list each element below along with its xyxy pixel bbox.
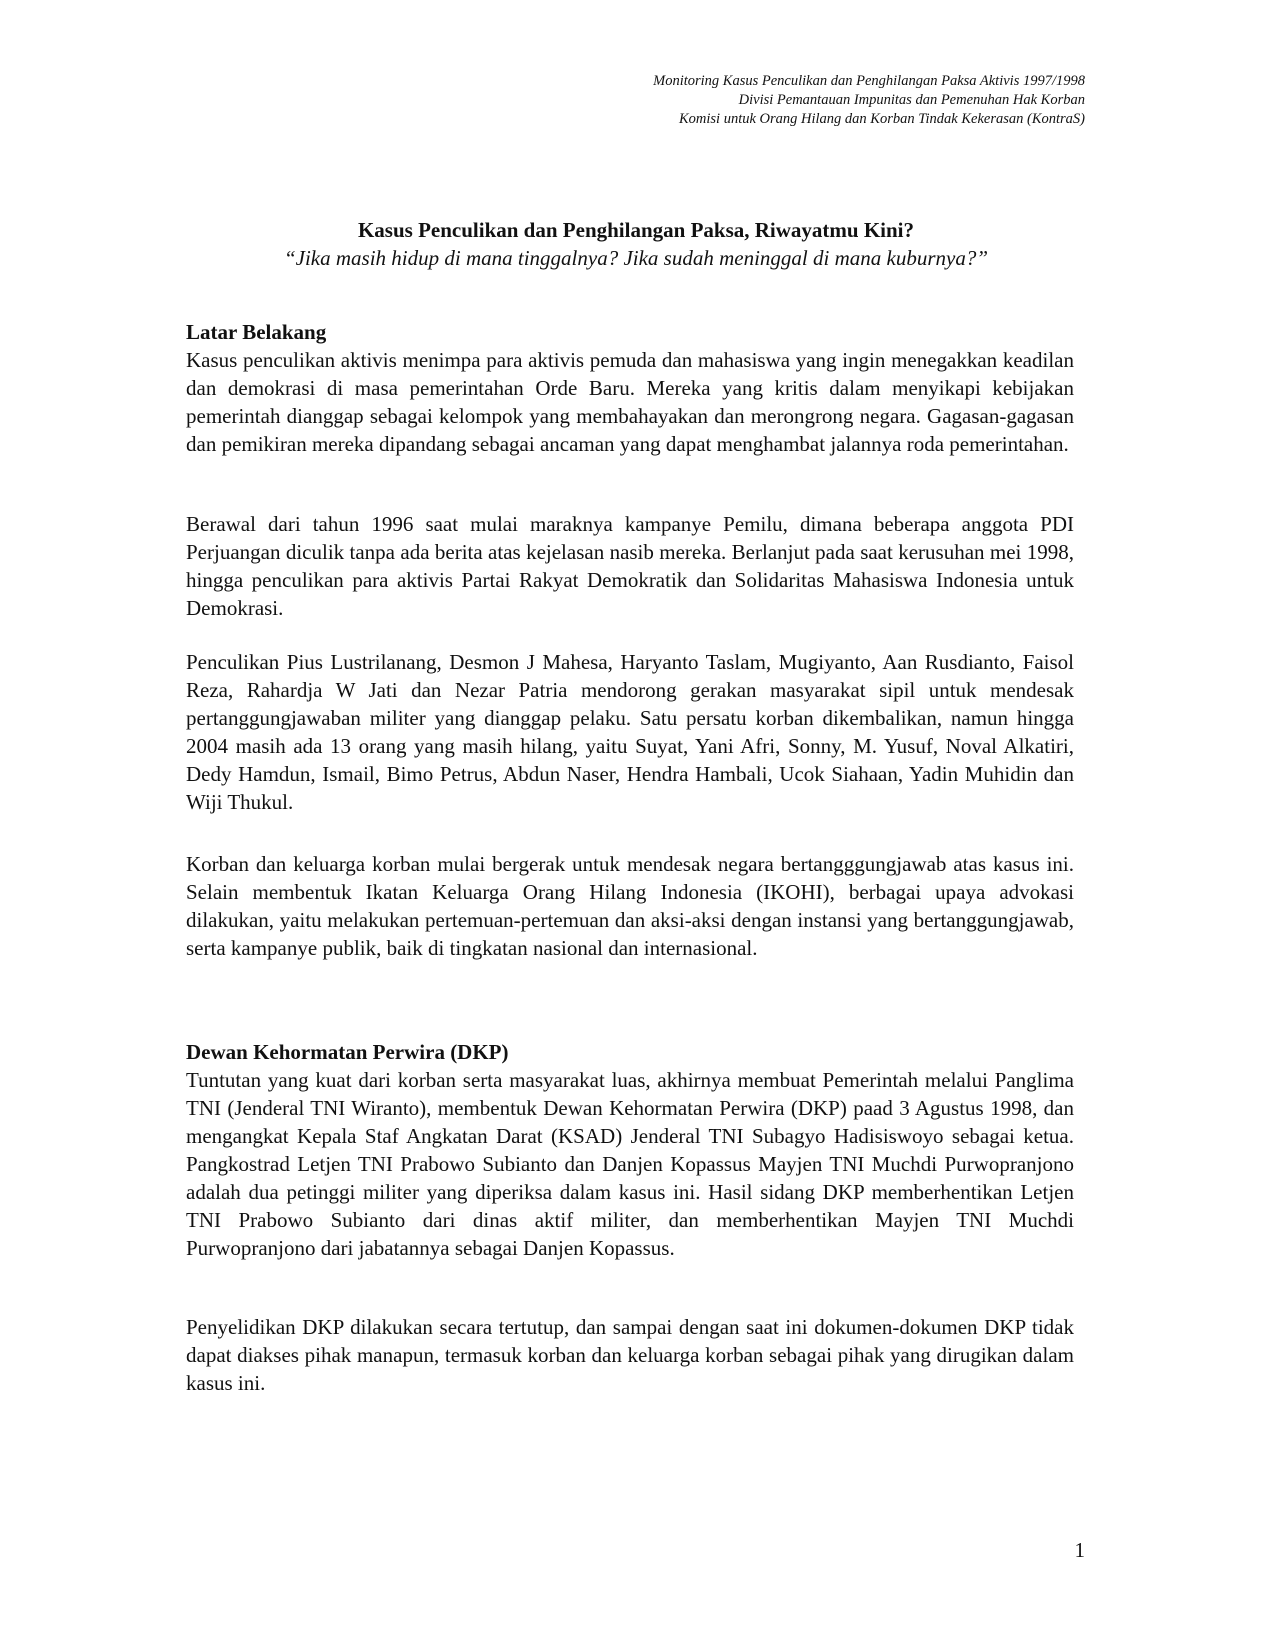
paragraph: Tuntutan yang kuat dari korban serta masyarakat luas, akhirnya membuat Pemerintah melalui Panglima TNI (Jenderal TNI Wiranto), membentuk Dewan Kehormatan Perwira (DKP) paad 3 Agustus 1998, dan mengangkat Kepala Staf Angkatan Darat (KSAD) Jenderal TNI Subagyo Hadisiswoyo sebagai ketua. Pangkostrad Letjen TNI Prabowo Subianto dan Danjen Kopassus Mayjen TNI Muchdi Purwopranjono adalah dua petinggi militer yang diperiksa dalam kasus ini. Hasil sidang DKP memberhentikan Letjen TNI Prabowo Subianto dari dinas aktif militer, dan memberhentikan Mayjen TNI Muchdi Purwopranjono dari jabatannya sebagai Danjen Kopassus. — [186, 1068, 1074, 1260]
paragraph: Penculikan Pius Lustrilanang, Desmon J Mahesa, Haryanto Taslam, Mugiyanto, Aan Rusdianto, Faisol Reza, Rahardja W Jati dan Nezar Patria mendorong gerakan masyarakat sipil untuk mendesak pertanggungjawaban militer yang dianggap pelaku. Satu persatu korban dikembalikan, namun hingga 2004 masih ada 13 orang yang masih hilang, yaitu Suyat, Yani Afri, Sonny, M. Yusuf, Noval Alkatiri, Dedy Hamdun, Ismail, Bimo Petrus, Abdun Naser, Hendra Hambali, Ucok Siahaan, Yadin Muhidin dan Wiji Thukul. — [186, 650, 1074, 814]
title-block — [186, 216, 1086, 272]
paragraph: Berawal dari tahun 1996 saat mulai maraknya kampanye Pemilu, dimana beberapa anggota PDI Perjuangan diculik tanpa ada berita atas kejelasan nasib mereka. Berlanjut pada saat kerusuhan mei 1998, hingga penculikan para aktivis Partai Rakyat Demokratik dan Solidaritas Mahasiswa Indonesia untuk Demokrasi. — [186, 512, 1074, 620]
header-line-3: Komisi untuk Orang Hilang dan Korban Tindak Kekerasan (KontraS) — [678, 111, 1085, 127]
paragraph-block — [186, 510, 1074, 622]
page-number: 1 — [1074, 1538, 1085, 1562]
section-dkp — [186, 1038, 1074, 1262]
paragraph-block — [186, 850, 1074, 962]
paragraph: Korban dan keluarga korban mulai bergerak untuk mendesak negara bertangggungjawab atas kasus ini. Selain membentuk Ikatan Keluarga Orang Hilang Indonesia (IKOHI), berbagai upaya advokasi dilakukan, yaitu melakukan pertemuan-pertemuan dan aksi-aksi dengan instansi yang bertanggungjawab, serta kampanye publik, baik di tingkatan nasional dan internasional. — [186, 852, 1074, 960]
section-latar-belakang — [186, 318, 1074, 458]
document-subtitle: “Jika masih hidup di mana tinggalnya? Jika sudah meninggal di mana kuburnya?” — [283, 246, 989, 270]
paragraph: Penyelidikan DKP dilakukan secara tertutup, dan sampai dengan saat ini dokumen-dokumen DKP tidak dapat diakses pihak manapun, termasuk korban dan keluarga korban sebagai pihak yang dirugikan dalam kasus ini. — [186, 1315, 1074, 1395]
section-heading: Latar Belakang — [186, 320, 327, 344]
section-heading: Dewan Kehormatan Perwira (DKP) — [186, 1040, 509, 1064]
paragraph-block — [186, 1313, 1074, 1397]
paragraph: Kasus penculikan aktivis menimpa para aktivis pemuda dan mahasiswa yang ingin menegakkan keadilan dan demokrasi di masa pemerintahan Orde Baru. Mereka yang kritis dalam menyikapi kebijakan pemerintah dianggap sebagai kelompok yang membahayakan dan merongrong negara. Gagasan-gagasan dan pemikiran mereka dipandang sebagai ancaman yang dapat menghambat jalannya roda pemerintahan. — [186, 348, 1074, 456]
header-line-1: Monitoring Kasus Penculikan dan Penghilangan Paksa Aktivis 1997/1998 — [653, 73, 1085, 89]
document-title: Kasus Penculikan dan Penghilangan Paksa, Riwayatmu Kini? — [357, 218, 915, 242]
running-header — [385, 72, 1085, 129]
header-line-2: Divisi Pemantauan Impunitas dan Pemenuhan Hak Korban — [738, 92, 1085, 108]
paragraph-block — [186, 648, 1074, 816]
